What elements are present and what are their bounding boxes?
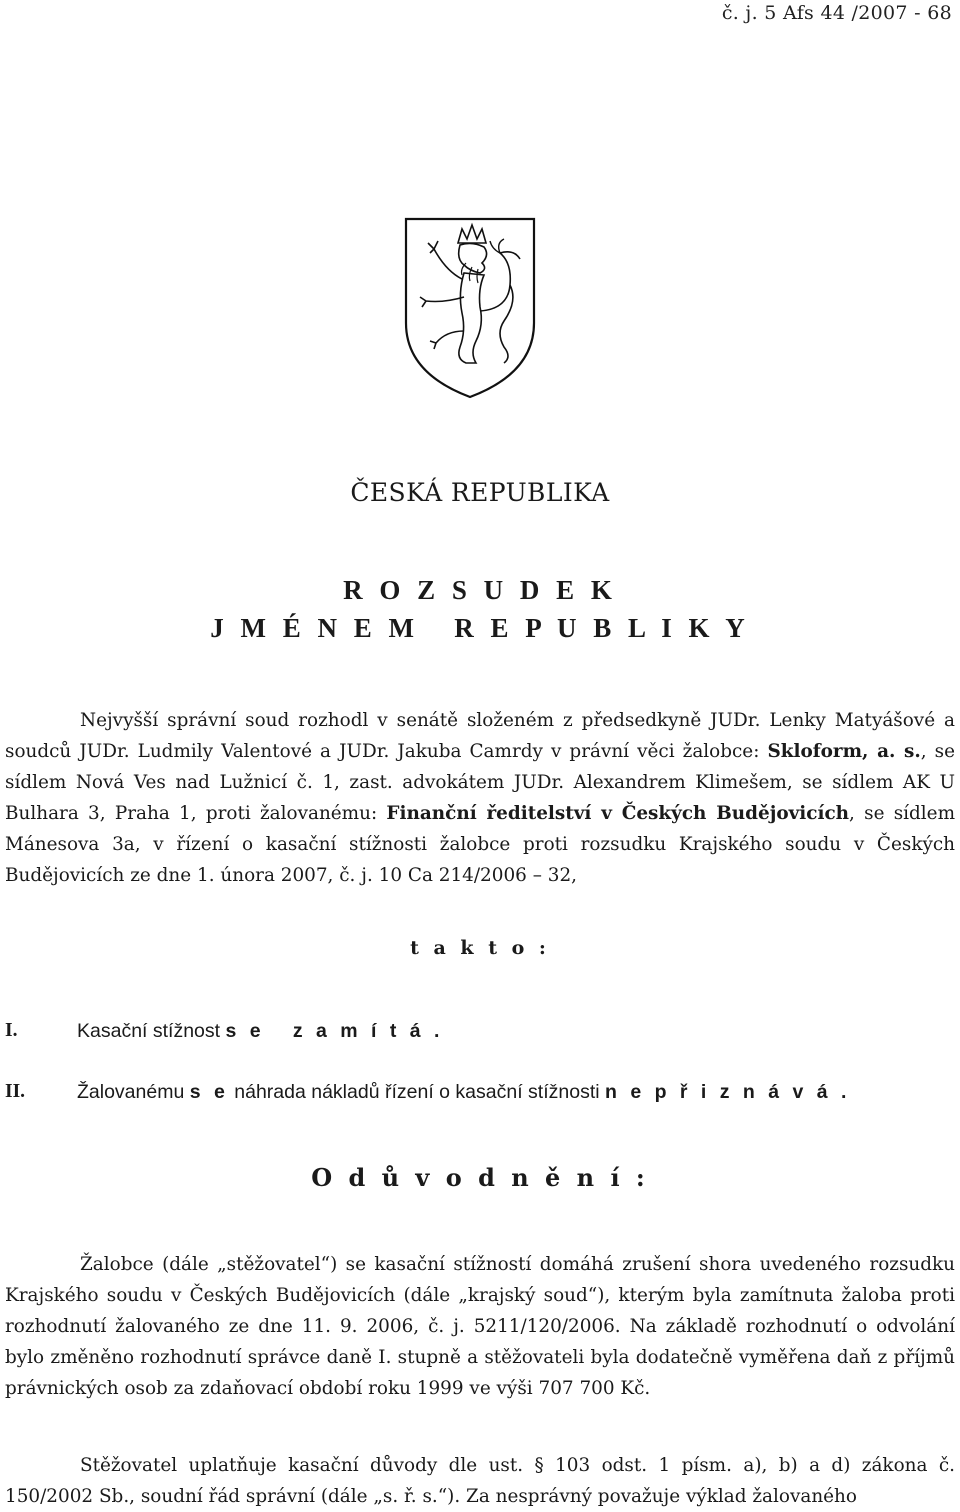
case-reference: č. j. 5 Afs 44 /2007 - 68	[721, 2, 952, 24]
verdict-1-text: Kasační stížnost	[77, 1020, 226, 1042]
intro-text	[5, 705, 955, 891]
reasoning-paragraph-2	[5, 1450, 955, 1512]
reasoning-paragraph-2-text: Stěžovatel uplatňuje kasační důvody dle ust. § 103 odst. 1 písm. a), b) a d) zákona č. 150/2002 Sb., soudní řád správní (dále „s. ř. s.“). Za nesprávný považuje výklad žalovaného	[5, 1455, 955, 1507]
state-name: ČESKÁ REPUBLIKA	[350, 478, 610, 507]
verdict-2-text-b: náhrada nákladů řízení o kasační stížnosti	[228, 1081, 605, 1103]
intro-text-2: , se sídlem Nová Ves nad Lužnicí č. 1, zast. advokátem JUDr. Alexandrem Klimešem, se sídlem AK U Bulhara 3, Praha 1, proti žalovanému:	[5, 741, 955, 824]
czech-coat-of-arms-icon	[400, 213, 540, 403]
verdict-2-se: s e	[189, 1081, 229, 1103]
judgment-title: R O Z S U D E K	[343, 575, 617, 605]
verdict-text-2	[77, 1081, 850, 1104]
verdict-number-2: II.	[5, 1081, 26, 1102]
verdict-text-1	[77, 1020, 443, 1043]
judgment-subtitle-text: J M É N E M R E P U B L I K Y	[210, 613, 750, 643]
verdict-2-decision: n e p ř i z n á v á .	[604, 1081, 851, 1103]
takto-heading: t a k t o :	[410, 937, 550, 959]
reasoning-heading: O d ů v o d n ě n í :	[311, 1163, 649, 1192]
judgment-subtitle	[0, 613, 960, 644]
defendant-name: Finanční ředitelství v Českých Budějovicích	[386, 803, 850, 824]
plaintiff-name: Skloform, a. s.	[767, 741, 921, 762]
verdict-2-text-a: Žalovanému	[77, 1081, 190, 1103]
reasoning-paragraph-1	[5, 1249, 955, 1404]
intro-paragraph	[5, 705, 955, 891]
verdict-1-decision: s e z a m í t á .	[225, 1020, 444, 1042]
reasoning-paragraph-1-text: Žalobce (dále „stěžovatel“) se kasační stížností domáhá zrušení shora uvedeného rozsudku Krajského soudu v Českých Budějovicích (dále „krajský soud“), kterým byla zamítnuta žaloba proti rozhodnutí žalovaného ze dne 11. 9. 2006, č. j. 5211/120/2006. Na základě rozhodnutí o odvolání bylo změněno rozhodnutí správce daně I. stupně a stěžovateli byla dodatečně vyměřena daň z příjmů právnických osob za zdaňovací období roku 1999 ve výši 707 700 Kč.	[5, 1254, 955, 1399]
intro-text-3: , se sídlem Mánesova 3a, v řízení o kasační stížnosti žalobce proti rozsudku Krajského soudu v Českých Budějovicích ze dne 1. února 2007, č. j. 10 Ca 214/2006 – 32,	[5, 803, 956, 886]
intro-text-1: Nejvyšší správní soud rozhodl v senátě složeném z předsedkyně JUDr. Lenky Matyášové a soudců JUDr. Ludmily Valentové a JUDr. Jakuba Camrdy v právní věci žalobce:	[5, 710, 955, 762]
verdict-number-1: I.	[5, 1020, 18, 1041]
